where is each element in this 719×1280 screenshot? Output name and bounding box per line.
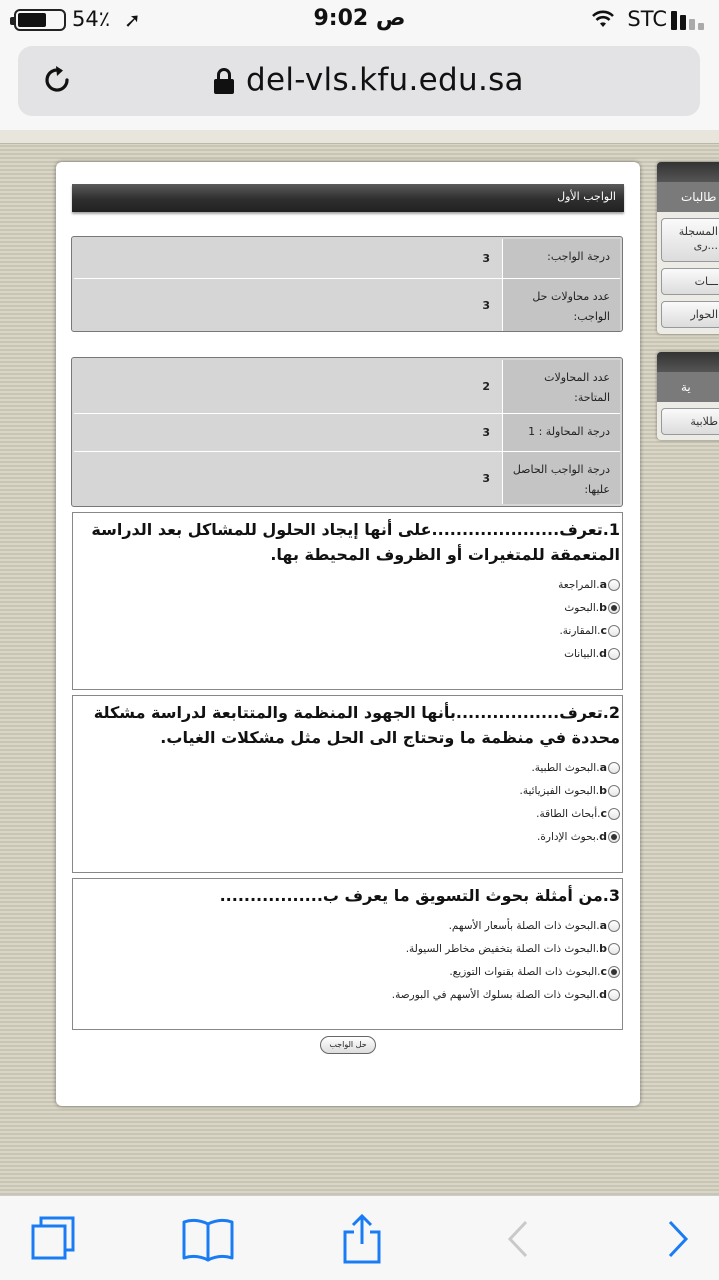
info-value: 2 — [482, 380, 490, 393]
options-list — [73, 567, 622, 665]
info-value: 3 — [482, 471, 490, 485]
option-a[interactable] — [73, 573, 620, 596]
assignment-title: الواجب الأول — [72, 184, 624, 212]
info-value: 3 — [482, 252, 490, 265]
radio-button-selected[interactable] — [608, 966, 620, 978]
back-icon[interactable] — [490, 1214, 546, 1264]
option-label: .البحوث الفيزيائية. — [519, 784, 600, 797]
option-b[interactable] — [73, 937, 620, 960]
radio-button[interactable] — [608, 648, 620, 660]
question-2 — [72, 695, 623, 873]
option-label: .البحوث ذات الصلة بقنوات التوزيع. — [449, 965, 601, 978]
info-label: عدد المحاولات المتاحة: — [502, 360, 620, 413]
question-text: 3.من أمثلة بحوث التسويق ما يعرف ب................. — [219, 886, 620, 905]
option-a[interactable] — [73, 914, 620, 937]
radio-button[interactable] — [608, 943, 620, 955]
radio-button-selected[interactable] — [608, 602, 620, 614]
option-letter: b — [599, 784, 607, 797]
option-label: .المراجعة — [558, 578, 600, 591]
sidebar-panel-title-2: ية — [657, 372, 719, 402]
address-bar[interactable] — [18, 46, 700, 116]
url-text[interactable]: del-vls.kfu.edu.sa — [246, 62, 524, 98]
info-value: 3 — [482, 426, 490, 439]
option-letter: d — [599, 647, 607, 660]
radio-button-selected[interactable] — [608, 831, 620, 843]
option-label: .البحوث ذات الصلة بأسعار الأسهم. — [448, 919, 600, 932]
radio-button[interactable] — [608, 579, 620, 591]
info-row — [74, 239, 620, 279]
option-letter: a — [599, 919, 607, 932]
option-label: .البحوث الطبية. — [531, 761, 600, 774]
radio-button[interactable] — [608, 920, 620, 932]
page-top-strip — [0, 130, 719, 144]
info-label: درجة الواجب: — [502, 239, 620, 278]
option-label: .المقارنة. — [559, 624, 601, 637]
sidebar-panel-student — [657, 352, 719, 440]
assignment-info-table — [71, 236, 623, 332]
option-b[interactable] — [73, 596, 620, 619]
battery-percent: 54٪ — [72, 7, 111, 31]
options-list — [73, 908, 622, 1006]
status-bar — [0, 0, 719, 42]
sidebar-panel-title: طالبات — [657, 182, 719, 212]
option-b[interactable] — [73, 779, 620, 802]
info-row — [74, 452, 620, 504]
forward-icon[interactable] — [650, 1214, 706, 1264]
option-c[interactable] — [73, 619, 620, 642]
tabs-icon[interactable] — [28, 1214, 84, 1264]
options-list — [73, 750, 622, 848]
browser-chrome — [0, 42, 719, 130]
option-letter: c — [600, 965, 607, 978]
sidebar-button-registered[interactable]: المسجلة ...رى — [661, 218, 719, 262]
option-d[interactable] — [73, 825, 620, 848]
option-letter: d — [599, 988, 607, 1001]
option-letter: b — [599, 601, 607, 614]
radio-button[interactable] — [608, 989, 620, 1001]
option-a[interactable] — [73, 756, 620, 779]
carrier-name: STC — [627, 7, 667, 31]
radio-button[interactable] — [608, 625, 620, 637]
option-label: .البحوث — [564, 601, 600, 614]
option-d[interactable] — [73, 642, 620, 665]
reload-icon[interactable] — [40, 63, 74, 104]
info-label: عدد محاولات حل الواجب: — [502, 279, 620, 331]
option-letter: a — [599, 578, 607, 591]
option-label: .أبحاث الطاقة. — [536, 807, 601, 820]
info-row — [74, 414, 620, 452]
assignment-card — [56, 162, 640, 1106]
clock: 9:02 ص — [313, 6, 406, 31]
browser-toolbar — [0, 1195, 719, 1280]
attempt-info-table — [71, 357, 623, 507]
signal-icon — [671, 10, 707, 30]
radio-button[interactable] — [608, 785, 620, 797]
question-text: 1.تعرف.....................على أنها إيجاد الحلول للمشاكل بعد الدراسة المتعمقة للمتغيرات أو الظروف المحيطة بها. — [91, 520, 620, 564]
share-icon[interactable] — [334, 1214, 390, 1264]
option-c[interactable] — [73, 802, 620, 825]
location-arrow-icon: ➚ — [124, 8, 141, 32]
option-label: .البحوث ذات الصلة بتخفيض مخاطر السيولة. — [405, 942, 600, 955]
lock-icon — [214, 68, 234, 94]
radio-button[interactable] — [608, 762, 620, 774]
option-c[interactable] — [73, 960, 620, 983]
info-row — [74, 279, 620, 331]
bookmarks-icon[interactable] — [180, 1214, 236, 1264]
wifi-icon — [591, 9, 615, 34]
solve-assignment-button[interactable]: حل الواجب — [320, 1036, 376, 1054]
option-letter: d — [599, 830, 607, 843]
info-label: درجة الواجب الحاصل عليها: — [502, 452, 620, 504]
option-label: .البيانات — [564, 647, 600, 660]
info-row — [74, 360, 620, 414]
sidebar-button-student[interactable]: طلابية — [661, 408, 719, 435]
option-label: .البحوث ذات الصلة بسلوك الأسهم في البورصة. — [391, 988, 600, 1001]
option-letter: b — [599, 942, 607, 955]
sidebar-panel-requests — [657, 162, 719, 334]
option-letter: c — [600, 807, 607, 820]
question-1 — [72, 512, 623, 690]
info-label: درجة المحاولة : 1 — [502, 414, 620, 451]
sidebar-button-2[interactable]: ـــات — [661, 268, 719, 295]
question-3 — [72, 878, 623, 1030]
question-text: 2.تعرف.................بأنها الجهود المنظمة والمتتابعة لدراسة مشكلة محددة في منظمة ما وتحتاج الى الحل مثل مشكلات الغياب. — [93, 703, 620, 747]
sidebar-button-dialogue[interactable]: الحوار — [661, 301, 719, 328]
radio-button[interactable] — [608, 808, 620, 820]
option-letter: c — [600, 624, 607, 637]
option-label: .بحوث الإدارة. — [537, 830, 600, 843]
option-d[interactable] — [73, 983, 620, 1006]
option-letter: a — [599, 761, 607, 774]
info-value: 3 — [482, 298, 490, 312]
